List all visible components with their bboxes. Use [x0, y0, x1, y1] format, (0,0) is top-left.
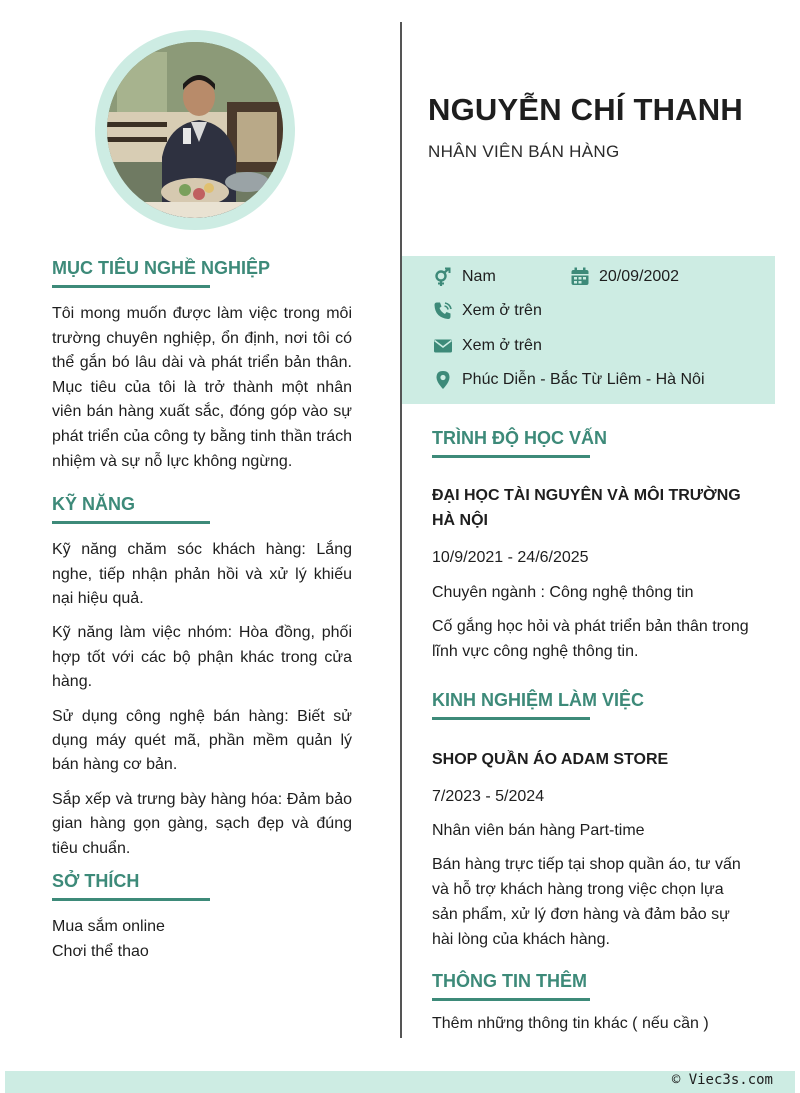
company-name: SHOP QUẦN ÁO ADAM STORE [432, 751, 669, 768]
job-title: NHÂN VIÊN BÁN HÀNG [428, 142, 620, 161]
email-value: Xem ở trên [462, 337, 542, 354]
hobby-item: Mua sắm online [52, 918, 165, 936]
hobbies-underline [52, 898, 210, 901]
education-underline [432, 455, 590, 458]
objective-underline [52, 285, 210, 288]
email-icon [432, 335, 454, 357]
contact-birthdate [569, 266, 679, 288]
hobbies-section [52, 871, 352, 964]
skill-item: Sắp xếp và trưng bày hàng hóa: Đảm bảo gian hàng gọn gàng, sạch đẹp và đúng tiêu chuẩn. [52, 790, 352, 857]
phone-icon [432, 300, 454, 322]
objective-section [52, 258, 352, 474]
education-section [432, 428, 762, 664]
education-description: Cố gắng học hỏi và phát triển bản thân trong lĩnh vực công nghệ thông tin. [432, 618, 749, 660]
objective-title: MỤC TIÊU NGHỀ NGHIỆP [52, 258, 271, 278]
gender-icon [432, 266, 454, 288]
contact-address [432, 369, 705, 391]
additional-section [432, 971, 762, 1036]
gender-value: Nam [462, 268, 496, 285]
school-name: ĐẠI HỌC TÀI NGUYÊN VÀ MÔI TRƯỜNG HÀ NỘI [432, 487, 741, 529]
skill-item: Kỹ năng chăm sóc khách hàng: Lắng nghe, tiếp nhận phản hồi và xử lý khiếu nại hiệu quả. [52, 541, 352, 607]
experience-description: Bán hàng trực tiếp tại shop quần áo, tư vấn và hỗ trợ khách hàng trong việc chọn lựa sản phẩm, xử lý đơn hàng và đảm bảo sự hài lòng của khách hàng. [432, 856, 741, 948]
contact-phone [432, 300, 542, 322]
additional-title: THÔNG TIN THÊM [432, 971, 587, 991]
objective-text: Tôi mong muốn được làm việc trong môi trường chuyên nghiệp, ổn định, nơi tôi có thể gắn bó lâu dài và phát triển bản thân. Mục tiêu của tôi là trở thành một nhân viên bán hàng xuất sắc, đóng góp vào sự phát triển của công ty bằng tinh thần trách nhiệm và sự nỗ lực không ngừng. [52, 305, 352, 470]
contact-panel [402, 256, 775, 404]
hobby-item: Chơi thể thao [52, 942, 149, 960]
skill-item: Sử dụng công nghệ bán hàng: Biết sử dụng máy quét mã, phần mềm quản lý bán hàng cơ bản. [52, 707, 352, 774]
avatar [107, 42, 283, 218]
education-period: 10/9/2021 - 24/6/2025 [432, 549, 589, 566]
left-column [52, 258, 352, 984]
skills-title: KỸ NĂNG [52, 494, 136, 515]
education-major: Chuyên ngành : Công nghệ thông tin [432, 584, 694, 601]
hobbies-title: SỞ THÍCH [52, 871, 140, 892]
experience-underline [432, 717, 590, 720]
skill-item: Kỹ năng làm việc nhóm: Hòa đồng, phối hợp tốt với các bộ phận khác trong cửa hàng. [52, 624, 352, 691]
contact-email [432, 335, 542, 357]
footer-bar [5, 1071, 795, 1093]
location-pin-icon [432, 369, 454, 391]
experience-title: KINH NGHIỆM LÀM VIỆC [432, 690, 645, 710]
additional-underline [432, 998, 590, 1001]
birthdate-value: 20/09/2002 [599, 268, 680, 285]
phone-value: Xem ở trên [462, 302, 542, 319]
experience-position: Nhân viên bán hàng Part-time [432, 822, 645, 839]
additional-text: Thêm những thông tin khác ( nếu cần ) [432, 1015, 709, 1032]
experience-section [432, 690, 762, 952]
experience-period: 7/2023 - 5/2024 [432, 788, 545, 805]
contact-gender [432, 266, 496, 288]
education-title: TRÌNH ĐỘ HỌC VẤN [432, 428, 607, 448]
skills-underline [52, 521, 210, 524]
footer-credit: © Viec3s.com [671, 1072, 773, 1088]
candidate-name: NGUYỄN CHÍ THANH [428, 92, 743, 127]
skills-section [52, 494, 352, 861]
column-divider [400, 22, 402, 1038]
address-value: Phúc Diễn - Bắc Từ Liêm - Hà Nôi [462, 371, 705, 388]
calendar-icon [569, 266, 591, 288]
